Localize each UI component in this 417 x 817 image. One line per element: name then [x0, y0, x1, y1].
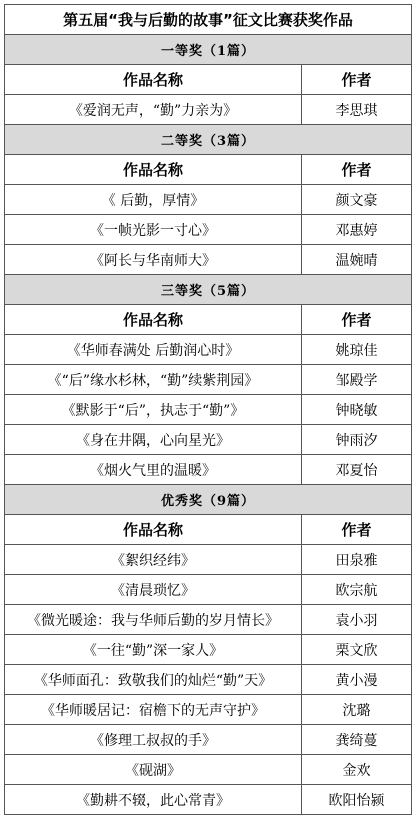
author-cell: 钟雨汐: [302, 425, 412, 455]
work-title-cell: 《絮织经纬》: [5, 545, 302, 575]
awards-table: [4, 4, 412, 815]
section-heading: 二等奖（3篇）: [5, 125, 412, 155]
table-row: [5, 395, 412, 425]
author-cell: 欧宗航: [302, 575, 412, 605]
page-title: 第五届“我与后勤的故事”征文比赛获奖作品: [5, 5, 412, 35]
section-header-row: [5, 275, 412, 305]
author-cell: 沈璐: [302, 695, 412, 725]
work-title-cell: 《华师春满处 后勤润心时》: [5, 335, 302, 365]
table-row: [5, 725, 412, 755]
table-row: [5, 635, 412, 665]
work-title-cell: 《华师暖居记：宿檐下的无声守护》: [5, 695, 302, 725]
work-title-cell: 《默影于“后”，执志于“勤”》: [5, 395, 302, 425]
section-heading: 三等奖（5篇）: [5, 275, 412, 305]
author-cell: 黄小漫: [302, 665, 412, 695]
column-header-row: [5, 155, 412, 185]
table-row: [5, 245, 412, 275]
author-cell: 钟晓敏: [302, 395, 412, 425]
author-cell: 邓夏怡: [302, 455, 412, 485]
table-row: [5, 695, 412, 725]
author-cell: 袁小羽: [302, 605, 412, 635]
table-row: [5, 455, 412, 485]
work-title-cell: 《烟火气里的温暖》: [5, 455, 302, 485]
work-title-cell: 《微光暖途：我与华师后勤的岁月情长》: [5, 605, 302, 635]
awards-sheet: [4, 4, 411, 815]
work-title-cell: 《身在井隅，心向星光》: [5, 425, 302, 455]
work-title-cell: 《清晨琐忆》: [5, 575, 302, 605]
work-title-cell: 《“后”缘水杉林，“勤”续紫荆园》: [5, 365, 302, 395]
column-header-row: [5, 65, 412, 95]
column-header-author: 作者: [302, 515, 412, 545]
author-cell: 龚绮蔓: [302, 725, 412, 755]
author-cell: 颜文豪: [302, 185, 412, 215]
work-title-cell: 《阿长与华南师大》: [5, 245, 302, 275]
work-title-cell: 《砚湖》: [5, 755, 302, 785]
table-row: [5, 215, 412, 245]
column-header-author: 作者: [302, 65, 412, 95]
table-row: [5, 575, 412, 605]
author-cell: 李思琪: [302, 95, 412, 125]
table-row: [5, 185, 412, 215]
author-cell: 邓惠婷: [302, 215, 412, 245]
work-title-cell: 《一帧光影一寸心》: [5, 215, 302, 245]
work-title-cell: 《爱润无声，“勤”力亲为》: [5, 95, 302, 125]
author-cell: 栗文欣: [302, 635, 412, 665]
table-row: [5, 425, 412, 455]
table-row: [5, 755, 412, 785]
work-title-cell: 《一往“勤”深一家人》: [5, 635, 302, 665]
table-row: [5, 365, 412, 395]
title-row: [5, 5, 412, 35]
column-header-author: 作者: [302, 155, 412, 185]
section-header-row: [5, 125, 412, 155]
author-cell: 金欢: [302, 755, 412, 785]
section-header-row: [5, 485, 412, 515]
author-cell: 温婉晴: [302, 245, 412, 275]
work-title-cell: 《华师面孔：致敬我们的灿烂“勤”天》: [5, 665, 302, 695]
table-row: [5, 545, 412, 575]
section-header-row: [5, 35, 412, 65]
column-header-work: 作品名称: [5, 65, 302, 95]
table-row: [5, 95, 412, 125]
author-cell: 姚琼佳: [302, 335, 412, 365]
author-cell: 田泉雅: [302, 545, 412, 575]
column-header-row: [5, 305, 412, 335]
work-title-cell: 《 后勤，厚情》: [5, 185, 302, 215]
table-row: [5, 665, 412, 695]
author-cell: 邹殿学: [302, 365, 412, 395]
column-header-work: 作品名称: [5, 305, 302, 335]
work-title-cell: 《勤耕不辍，此心常青》: [5, 785, 302, 815]
section-heading: 优秀奖（9篇）: [5, 485, 412, 515]
column-header-work: 作品名称: [5, 155, 302, 185]
author-cell: 欧阳怡颍: [302, 785, 412, 815]
table-row: [5, 785, 412, 815]
column-header-author: 作者: [302, 305, 412, 335]
column-header-work: 作品名称: [5, 515, 302, 545]
work-title-cell: 《修理工叔叔的手》: [5, 725, 302, 755]
table-row: [5, 605, 412, 635]
section-heading: 一等奖（1篇）: [5, 35, 412, 65]
column-header-row: [5, 515, 412, 545]
table-row: [5, 335, 412, 365]
